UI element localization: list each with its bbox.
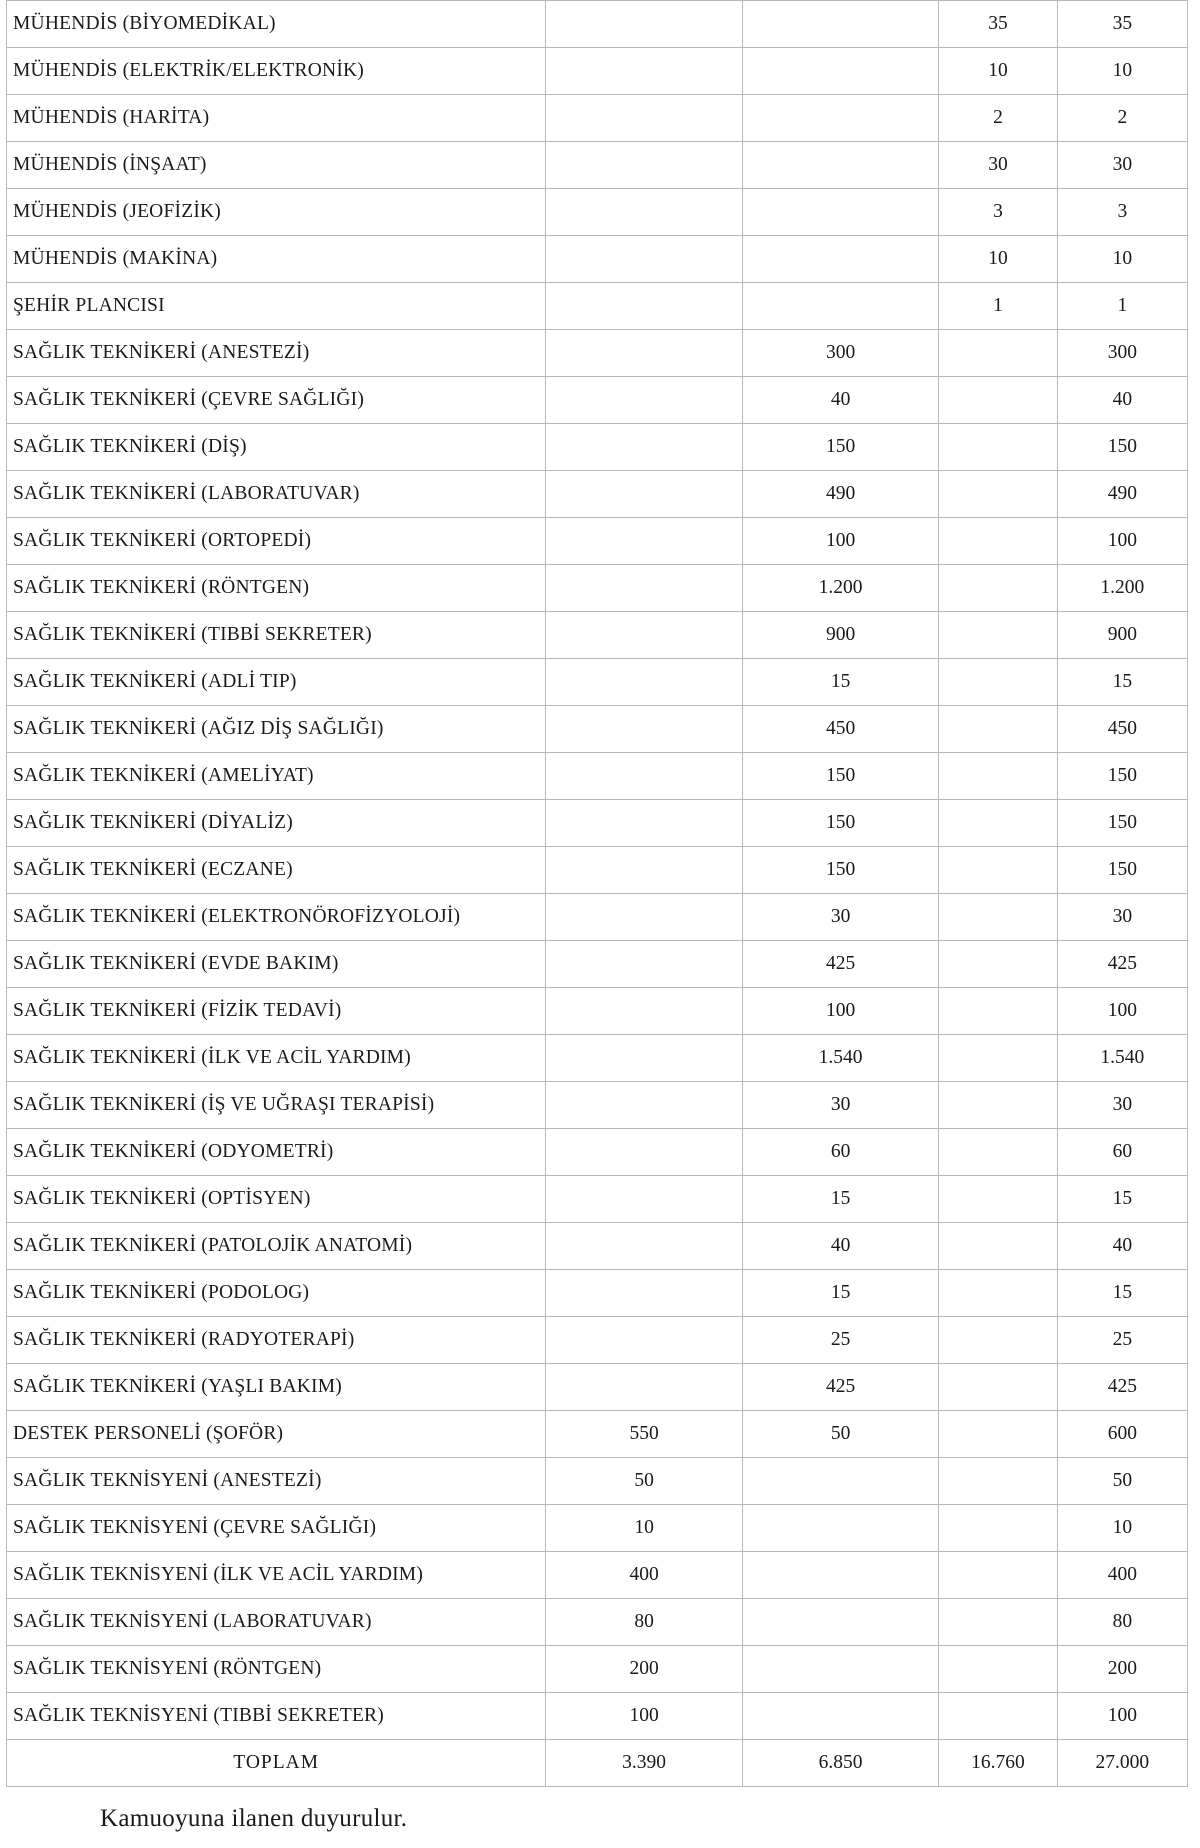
table-row bbox=[7, 330, 1188, 377]
cell-total: 60 bbox=[1057, 1129, 1187, 1176]
cell-kadro-c bbox=[939, 1364, 1057, 1411]
table-row bbox=[7, 988, 1188, 1035]
cell-total: 15 bbox=[1057, 1176, 1187, 1223]
cell-total: 490 bbox=[1057, 471, 1187, 518]
cell-total: 300 bbox=[1057, 330, 1187, 377]
row-title: SAĞLIK TEKNİKERİ (AĞIZ DİŞ SAĞLIĞI) bbox=[7, 706, 546, 753]
cell-kadro-c bbox=[939, 1035, 1057, 1082]
cell-kadro-a bbox=[546, 48, 742, 95]
table-row bbox=[7, 1411, 1188, 1458]
cell-kadro-b: 900 bbox=[742, 612, 938, 659]
cell-kadro-b: 150 bbox=[742, 800, 938, 847]
cell-kadro-b bbox=[742, 1646, 938, 1693]
cell-kadro-c bbox=[939, 612, 1057, 659]
cell-kadro-c bbox=[939, 706, 1057, 753]
row-title: SAĞLIK TEKNİSYENİ (LABORATUVAR) bbox=[7, 1599, 546, 1646]
cell-kadro-a: 100 bbox=[546, 1693, 742, 1740]
table-row bbox=[7, 189, 1188, 236]
cell-kadro-a bbox=[546, 1270, 742, 1317]
cell-kadro-a bbox=[546, 941, 742, 988]
cell-kadro-b: 30 bbox=[742, 894, 938, 941]
total-kadro-c: 16.760 bbox=[939, 1740, 1057, 1787]
cell-kadro-c bbox=[939, 377, 1057, 424]
table-row bbox=[7, 1317, 1188, 1364]
total-grand: 27.000 bbox=[1057, 1740, 1187, 1787]
cell-kadro-b: 490 bbox=[742, 471, 938, 518]
cell-kadro-a bbox=[546, 612, 742, 659]
row-title: SAĞLIK TEKNİKERİ (TIBBİ SEKRETER) bbox=[7, 612, 546, 659]
cell-kadro-c: 2 bbox=[939, 95, 1057, 142]
cell-kadro-c: 10 bbox=[939, 48, 1057, 95]
cell-kadro-a: 80 bbox=[546, 1599, 742, 1646]
cell-kadro-c bbox=[939, 1411, 1057, 1458]
table-row bbox=[7, 1364, 1188, 1411]
cell-total: 80 bbox=[1057, 1599, 1187, 1646]
row-title: SAĞLIK TEKNİSYENİ (RÖNTGEN) bbox=[7, 1646, 546, 1693]
table-row bbox=[7, 612, 1188, 659]
cell-kadro-c bbox=[939, 1223, 1057, 1270]
cell-kadro-b bbox=[742, 283, 938, 330]
cell-total: 3 bbox=[1057, 189, 1187, 236]
row-title: SAĞLIK TEKNİKERİ (PODOLOG) bbox=[7, 1270, 546, 1317]
row-title: MÜHENDİS (JEOFİZİK) bbox=[7, 189, 546, 236]
cell-kadro-b: 15 bbox=[742, 659, 938, 706]
row-title: SAĞLIK TEKNİKERİ (RÖNTGEN) bbox=[7, 565, 546, 612]
table-row bbox=[7, 1129, 1188, 1176]
row-title: SAĞLIK TEKNİKERİ (FİZİK TEDAVİ) bbox=[7, 988, 546, 1035]
cell-total: 10 bbox=[1057, 236, 1187, 283]
row-title: SAĞLIK TEKNİKERİ (ELEKTRONÖROFİZYOLOJİ) bbox=[7, 894, 546, 941]
table-row bbox=[7, 142, 1188, 189]
cell-total: 600 bbox=[1057, 1411, 1187, 1458]
table-row bbox=[7, 894, 1188, 941]
cell-kadro-c: 35 bbox=[939, 1, 1057, 48]
cell-kadro-c bbox=[939, 659, 1057, 706]
cell-kadro-c bbox=[939, 1646, 1057, 1693]
cell-total: 900 bbox=[1057, 612, 1187, 659]
cell-total: 450 bbox=[1057, 706, 1187, 753]
cell-total: 150 bbox=[1057, 800, 1187, 847]
cell-kadro-c bbox=[939, 1599, 1057, 1646]
cell-kadro-a: 550 bbox=[546, 1411, 742, 1458]
cell-kadro-b: 100 bbox=[742, 988, 938, 1035]
cell-total: 10 bbox=[1057, 48, 1187, 95]
cell-kadro-c bbox=[939, 941, 1057, 988]
cell-kadro-a bbox=[546, 1317, 742, 1364]
cell-total: 100 bbox=[1057, 518, 1187, 565]
cell-kadro-a: 200 bbox=[546, 1646, 742, 1693]
cell-kadro-a bbox=[546, 471, 742, 518]
cell-kadro-c: 1 bbox=[939, 283, 1057, 330]
row-title: SAĞLIK TEKNİKERİ (ODYOMETRİ) bbox=[7, 1129, 546, 1176]
cell-kadro-c bbox=[939, 1693, 1057, 1740]
row-title: SAĞLIK TEKNİKERİ (DİYALİZ) bbox=[7, 800, 546, 847]
cell-kadro-c: 30 bbox=[939, 142, 1057, 189]
table-row bbox=[7, 1035, 1188, 1082]
cell-total: 425 bbox=[1057, 1364, 1187, 1411]
cell-total: 35 bbox=[1057, 1, 1187, 48]
table-row bbox=[7, 1552, 1188, 1599]
cell-kadro-b bbox=[742, 1, 938, 48]
cell-total: 15 bbox=[1057, 1270, 1187, 1317]
total-label: TOPLAM bbox=[7, 1740, 546, 1787]
row-title: DESTEK PERSONELİ (ŞOFÖR) bbox=[7, 1411, 546, 1458]
cell-kadro-b: 450 bbox=[742, 706, 938, 753]
cell-kadro-a bbox=[546, 706, 742, 753]
table-row bbox=[7, 1646, 1188, 1693]
cell-kadro-c bbox=[939, 988, 1057, 1035]
cell-kadro-b bbox=[742, 1505, 938, 1552]
cell-kadro-b: 25 bbox=[742, 1317, 938, 1364]
cell-kadro-a bbox=[546, 894, 742, 941]
cell-kadro-b bbox=[742, 1458, 938, 1505]
cell-kadro-c bbox=[939, 847, 1057, 894]
cell-kadro-c bbox=[939, 1505, 1057, 1552]
cell-kadro-c bbox=[939, 1552, 1057, 1599]
cell-kadro-b: 60 bbox=[742, 1129, 938, 1176]
table-row bbox=[7, 377, 1188, 424]
cell-kadro-b: 150 bbox=[742, 753, 938, 800]
cell-kadro-c bbox=[939, 800, 1057, 847]
table-row bbox=[7, 706, 1188, 753]
table-row bbox=[7, 95, 1188, 142]
cell-total: 15 bbox=[1057, 659, 1187, 706]
cell-kadro-a bbox=[546, 330, 742, 377]
cell-kadro-a bbox=[546, 1364, 742, 1411]
cell-kadro-c bbox=[939, 1317, 1057, 1364]
row-title: SAĞLIK TEKNİKERİ (İŞ VE UĞRAŞI TERAPİSİ) bbox=[7, 1082, 546, 1129]
cell-kadro-b bbox=[742, 1693, 938, 1740]
table-row bbox=[7, 1505, 1188, 1552]
cell-kadro-b: 30 bbox=[742, 1082, 938, 1129]
cell-kadro-a bbox=[546, 283, 742, 330]
cell-kadro-b bbox=[742, 236, 938, 283]
cell-kadro-b: 425 bbox=[742, 941, 938, 988]
cell-kadro-b: 1.540 bbox=[742, 1035, 938, 1082]
personnel-quota-table bbox=[6, 0, 1188, 1787]
cell-kadro-b bbox=[742, 1552, 938, 1599]
table-row bbox=[7, 753, 1188, 800]
cell-total: 25 bbox=[1057, 1317, 1187, 1364]
cell-kadro-a bbox=[546, 847, 742, 894]
cell-kadro-b: 150 bbox=[742, 424, 938, 471]
row-title: SAĞLIK TEKNİKERİ (ÇEVRE SAĞLIĞI) bbox=[7, 377, 546, 424]
footer-note: Kamuoyuna ilanen duyurulur. bbox=[100, 1805, 408, 1832]
row-title: SAĞLIK TEKNİKERİ (RADYOTERAPİ) bbox=[7, 1317, 546, 1364]
cell-total: 150 bbox=[1057, 847, 1187, 894]
total-kadro-b: 6.850 bbox=[742, 1740, 938, 1787]
cell-kadro-c bbox=[939, 330, 1057, 377]
cell-kadro-c bbox=[939, 471, 1057, 518]
cell-total: 2 bbox=[1057, 95, 1187, 142]
cell-kadro-c bbox=[939, 753, 1057, 800]
total-kadro-a: 3.390 bbox=[546, 1740, 742, 1787]
cell-total: 100 bbox=[1057, 988, 1187, 1035]
table-row bbox=[7, 1693, 1188, 1740]
table-total-row bbox=[7, 1740, 1188, 1787]
table-row bbox=[7, 1270, 1188, 1317]
cell-total: 100 bbox=[1057, 1693, 1187, 1740]
cell-kadro-a bbox=[546, 1035, 742, 1082]
table-row bbox=[7, 1223, 1188, 1270]
cell-kadro-a: 400 bbox=[546, 1552, 742, 1599]
cell-kadro-a bbox=[546, 1, 742, 48]
cell-kadro-a bbox=[546, 1176, 742, 1223]
cell-kadro-a bbox=[546, 518, 742, 565]
cell-kadro-a bbox=[546, 1082, 742, 1129]
row-title: SAĞLIK TEKNİKERİ (AMELİYAT) bbox=[7, 753, 546, 800]
cell-kadro-a bbox=[546, 95, 742, 142]
cell-kadro-b: 15 bbox=[742, 1270, 938, 1317]
cell-kadro-c: 3 bbox=[939, 189, 1057, 236]
row-title: SAĞLIK TEKNİSYENİ (ANESTEZİ) bbox=[7, 1458, 546, 1505]
cell-kadro-a bbox=[546, 565, 742, 612]
row-title: SAĞLIK TEKNİKERİ (LABORATUVAR) bbox=[7, 471, 546, 518]
cell-kadro-a bbox=[546, 236, 742, 283]
cell-kadro-b: 50 bbox=[742, 1411, 938, 1458]
table-row bbox=[7, 1458, 1188, 1505]
table-row bbox=[7, 941, 1188, 988]
cell-total: 150 bbox=[1057, 424, 1187, 471]
cell-total: 30 bbox=[1057, 142, 1187, 189]
row-title: SAĞLIK TEKNİKERİ (YAŞLI BAKIM) bbox=[7, 1364, 546, 1411]
row-title: SAĞLIK TEKNİKERİ (ORTOPEDİ) bbox=[7, 518, 546, 565]
table-row bbox=[7, 283, 1188, 330]
table-row bbox=[7, 1176, 1188, 1223]
row-title: SAĞLIK TEKNİKERİ (ECZANE) bbox=[7, 847, 546, 894]
cell-kadro-a bbox=[546, 753, 742, 800]
cell-total: 40 bbox=[1057, 377, 1187, 424]
table-row bbox=[7, 659, 1188, 706]
row-title: SAĞLIK TEKNİSYENİ (ÇEVRE SAĞLIĞI) bbox=[7, 1505, 546, 1552]
table-body bbox=[7, 1, 1188, 1787]
cell-total: 1.540 bbox=[1057, 1035, 1187, 1082]
row-title: MÜHENDİS (ELEKTRİK/ELEKTRONİK) bbox=[7, 48, 546, 95]
row-title: SAĞLIK TEKNİKERİ (EVDE BAKIM) bbox=[7, 941, 546, 988]
cell-kadro-a bbox=[546, 1129, 742, 1176]
row-title: SAĞLIK TEKNİSYENİ (TIBBİ SEKRETER) bbox=[7, 1693, 546, 1740]
table-row bbox=[7, 847, 1188, 894]
cell-kadro-a: 50 bbox=[546, 1458, 742, 1505]
cell-kadro-c bbox=[939, 565, 1057, 612]
cell-kadro-a bbox=[546, 142, 742, 189]
cell-total: 50 bbox=[1057, 1458, 1187, 1505]
cell-kadro-c bbox=[939, 1129, 1057, 1176]
cell-total: 1.200 bbox=[1057, 565, 1187, 612]
table-row bbox=[7, 1599, 1188, 1646]
table-row bbox=[7, 1082, 1188, 1129]
cell-kadro-b bbox=[742, 1599, 938, 1646]
cell-kadro-a bbox=[546, 189, 742, 236]
cell-kadro-b: 40 bbox=[742, 377, 938, 424]
cell-kadro-b: 150 bbox=[742, 847, 938, 894]
cell-kadro-b: 1.200 bbox=[742, 565, 938, 612]
cell-kadro-a: 10 bbox=[546, 1505, 742, 1552]
cell-kadro-c bbox=[939, 424, 1057, 471]
cell-kadro-c bbox=[939, 1270, 1057, 1317]
cell-total: 30 bbox=[1057, 1082, 1187, 1129]
cell-kadro-c bbox=[939, 518, 1057, 565]
cell-kadro-a bbox=[546, 377, 742, 424]
cell-kadro-c bbox=[939, 1176, 1057, 1223]
row-title: SAĞLIK TEKNİKERİ (ADLİ TIP) bbox=[7, 659, 546, 706]
row-title: MÜHENDİS (BİYOMEDİKAL) bbox=[7, 1, 546, 48]
cell-total: 400 bbox=[1057, 1552, 1187, 1599]
cell-kadro-b: 15 bbox=[742, 1176, 938, 1223]
cell-total: 1 bbox=[1057, 283, 1187, 330]
row-title: SAĞLIK TEKNİSYENİ (İLK VE ACİL YARDIM) bbox=[7, 1552, 546, 1599]
table-row bbox=[7, 48, 1188, 95]
cell-kadro-c bbox=[939, 894, 1057, 941]
table-row bbox=[7, 565, 1188, 612]
cell-kadro-a bbox=[546, 424, 742, 471]
table-row bbox=[7, 471, 1188, 518]
cell-kadro-a bbox=[546, 1223, 742, 1270]
cell-kadro-b bbox=[742, 95, 938, 142]
cell-total: 425 bbox=[1057, 941, 1187, 988]
cell-total: 10 bbox=[1057, 1505, 1187, 1552]
table-row bbox=[7, 800, 1188, 847]
cell-kadro-a bbox=[546, 659, 742, 706]
row-title: SAĞLIK TEKNİKERİ (İLK VE ACİL YARDIM) bbox=[7, 1035, 546, 1082]
cell-total: 40 bbox=[1057, 1223, 1187, 1270]
cell-kadro-a bbox=[546, 988, 742, 1035]
cell-kadro-c: 10 bbox=[939, 236, 1057, 283]
table-row bbox=[7, 424, 1188, 471]
cell-kadro-c bbox=[939, 1458, 1057, 1505]
cell-total: 30 bbox=[1057, 894, 1187, 941]
cell-kadro-b bbox=[742, 189, 938, 236]
row-title: SAĞLIK TEKNİKERİ (PATOLOJİK ANATOMİ) bbox=[7, 1223, 546, 1270]
cell-kadro-b bbox=[742, 48, 938, 95]
cell-kadro-a bbox=[546, 800, 742, 847]
cell-kadro-b: 100 bbox=[742, 518, 938, 565]
row-title: MÜHENDİS (İNŞAAT) bbox=[7, 142, 546, 189]
cell-total: 200 bbox=[1057, 1646, 1187, 1693]
row-title: SAĞLIK TEKNİKERİ (OPTİSYEN) bbox=[7, 1176, 546, 1223]
row-title: SAĞLIK TEKNİKERİ (DİŞ) bbox=[7, 424, 546, 471]
cell-kadro-b: 425 bbox=[742, 1364, 938, 1411]
row-title: MÜHENDİS (HARİTA) bbox=[7, 95, 546, 142]
cell-kadro-c bbox=[939, 1082, 1057, 1129]
table-row bbox=[7, 236, 1188, 283]
table-row bbox=[7, 1, 1188, 48]
table-row bbox=[7, 518, 1188, 565]
cell-total: 150 bbox=[1057, 753, 1187, 800]
cell-kadro-b bbox=[742, 142, 938, 189]
row-title: MÜHENDİS (MAKİNA) bbox=[7, 236, 546, 283]
row-title: SAĞLIK TEKNİKERİ (ANESTEZİ) bbox=[7, 330, 546, 377]
cell-kadro-b: 40 bbox=[742, 1223, 938, 1270]
row-title: ŞEHİR PLANCISI bbox=[7, 283, 546, 330]
cell-kadro-b: 300 bbox=[742, 330, 938, 377]
